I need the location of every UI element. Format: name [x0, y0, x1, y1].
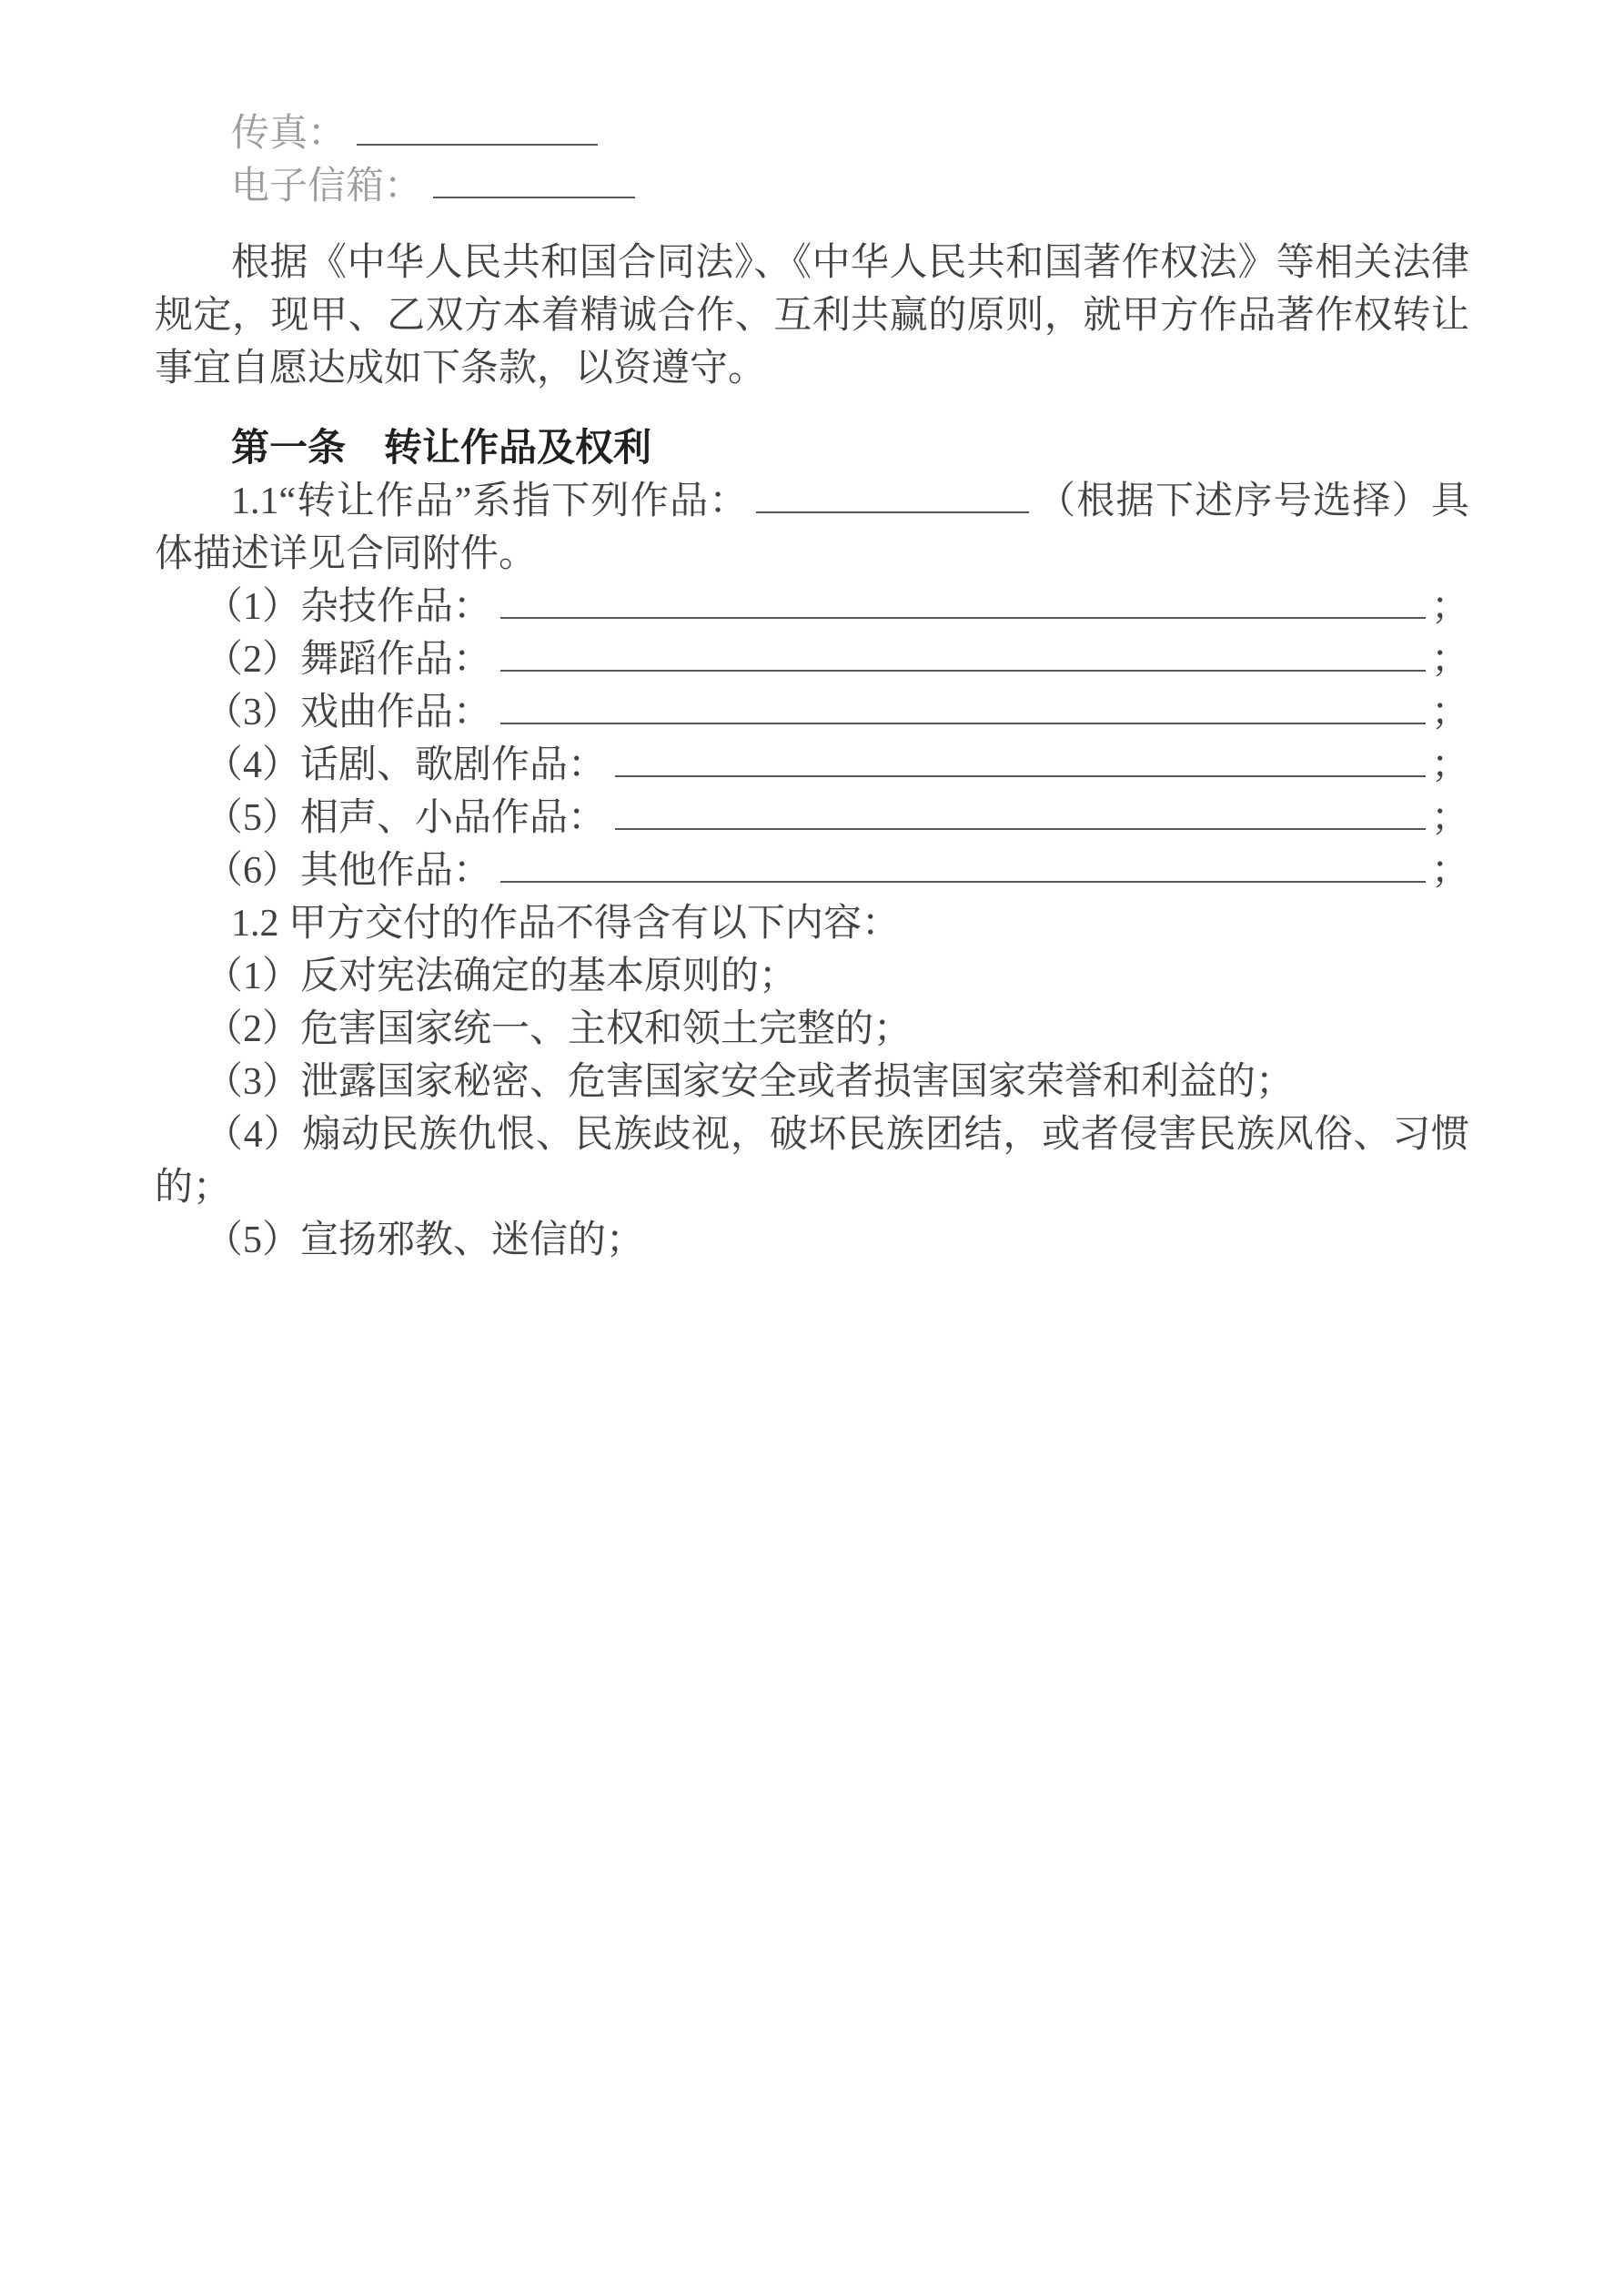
fax-label: 传真： — [231, 113, 347, 155]
work-item-blank-field[interactable] — [615, 828, 1426, 830]
work-item-row — [205, 845, 1469, 897]
prohibited-item: （1）反对宪法确定的基本原则的； — [205, 956, 798, 997]
clause-1-2: 1.2 甲方交付的作品不得含有以下内容： — [231, 903, 901, 945]
intro-paragraph: 根据《中华人民共和国合同法》、《中华人民共和国著作权法》等相关法律规定，现甲、乙双方本着精诚合作、互利共赢的原则，就甲方作品著作权转让事宜自愿达成如下条款，以资遵守。 — [155, 242, 1469, 389]
fax-line — [155, 107, 1469, 160]
clause-1-1 — [155, 475, 1469, 581]
work-item-label: （1）杂技作品： — [205, 586, 492, 628]
work-item-blank-field[interactable] — [500, 617, 1426, 619]
prohibited-item: （2）危害国家统一、主权和领土完整的； — [205, 1008, 913, 1050]
work-item-row — [205, 633, 1469, 686]
prohibited-item: （4）煽动民族仇恨、民族歧视，破坏民族团结，或者侵害民族风俗、习惯的； — [155, 1114, 1469, 1209]
article-1-heading: 第一条 转让作品及权利 — [231, 428, 652, 470]
work-item-row — [205, 686, 1469, 739]
email-label: 电子信箱： — [231, 166, 423, 207]
work-item-suffix: ； — [1430, 850, 1469, 892]
work-item-blank-field[interactable] — [500, 670, 1426, 672]
work-item-suffix: ； — [1430, 586, 1469, 628]
work-item-label: （5）相声、小品作品： — [205, 797, 607, 839]
clause-1-1-text-after: （根据下述序号选择）具体描述详见合同附件。 — [155, 480, 1469, 575]
work-item-blank-field[interactable] — [500, 881, 1426, 883]
email-line — [155, 160, 1469, 213]
prohibited-item: （3）泄露国家秘密、危害国家安全或者损害国家荣誉和利益的； — [205, 1061, 1295, 1103]
work-item-row — [205, 792, 1469, 845]
work-item-blank-field[interactable] — [500, 723, 1426, 724]
work-selection-blank-field[interactable] — [756, 479, 1029, 513]
work-item-row — [205, 739, 1469, 792]
clause-1-1-text-before: 1.1“转让作品”系指下列作品： — [231, 480, 749, 522]
email-blank-field[interactable] — [433, 164, 635, 198]
work-item-label: （3）戏曲作品： — [205, 692, 492, 733]
work-item-suffix: ； — [1430, 639, 1469, 681]
work-item-suffix: ； — [1430, 797, 1469, 839]
work-item-blank-field[interactable] — [615, 775, 1426, 777]
work-item-suffix: ； — [1430, 692, 1469, 733]
fax-blank-field[interactable] — [357, 111, 598, 146]
prohibited-item: （5）宣扬邪教、迷信的； — [205, 1219, 645, 1261]
work-item-label: （6）其他作品： — [205, 850, 492, 892]
work-item-suffix: ； — [1430, 744, 1469, 786]
work-item-label: （4）话剧、歌剧作品： — [205, 744, 607, 786]
work-item-row — [205, 581, 1469, 633]
work-item-label: （2）舞蹈作品： — [205, 639, 492, 681]
